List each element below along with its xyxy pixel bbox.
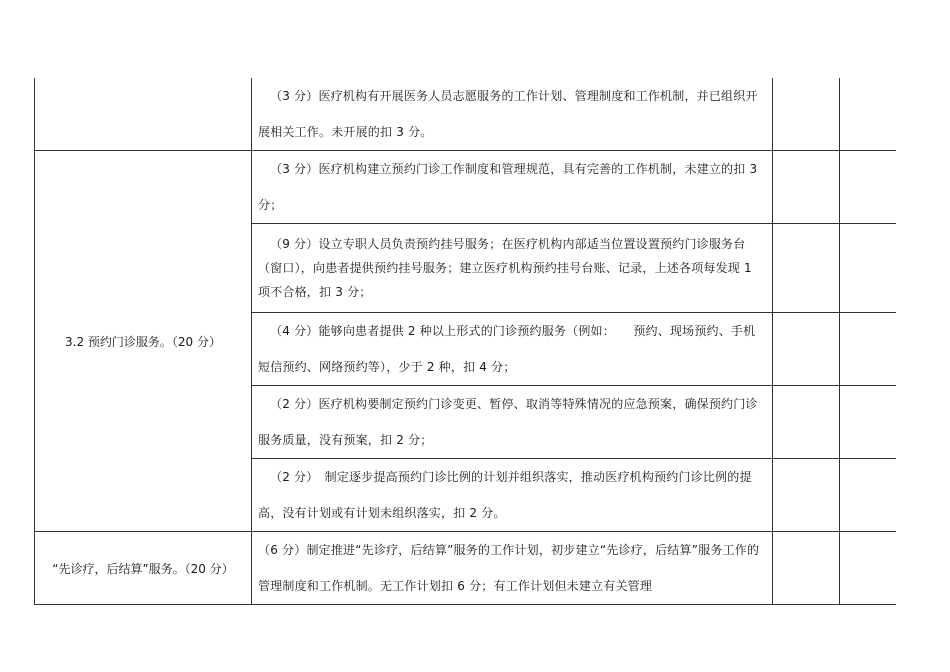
criteria-cell: [252, 78, 773, 151]
criteria-text: （2 分） 制定逐步提高预约门诊比例的计划并组织落实，推动医疗机构预约门诊比例的提高，没有计划或有计划未组织落实，扣 2 分。: [258, 470, 752, 520]
note-cell: [840, 78, 896, 151]
criteria-text: （3 分）医疗机构有开展医务人员志愿服务的工作计划、管理制度和工作机制，并已组织开展相关工作。未开展的扣 3 分。: [258, 89, 758, 139]
table-row: [35, 151, 896, 224]
item-cell: [35, 78, 252, 151]
criteria-cell: [252, 459, 773, 532]
score-cell: [773, 78, 840, 151]
criteria-text: （4 分）能够向患者提供 2 种以上形式的门诊预约服务（例如： 预约、现场预约、手机短信预约、网络预约等），少于 2 种，扣 4 分；: [258, 324, 756, 374]
criteria-text: （9 分）设立专职人员负责预约挂号服务；在医疗机构内部适当位置设置预约门诊服务台（窗口），向患者提供预约挂号服务；建立医疗机构预约挂号台账、记录，上述各项每发现 1 项不合格，扣 3 分；: [258, 237, 752, 299]
scoring-table: [34, 78, 896, 605]
note-cell: [840, 459, 896, 532]
note-cell: [840, 151, 896, 224]
note-cell: [840, 313, 896, 386]
score-cell: [773, 386, 840, 459]
criteria-cell: [252, 224, 773, 313]
table-row: [35, 78, 896, 151]
score-cell: [773, 224, 840, 313]
criteria-text: （2 分）医疗机构要制定预约门诊变更、暂停、取消等特殊情况的应急预案，确保预约门诊服务质量，没有预案，扣 2 分；: [258, 397, 758, 447]
item-cell: 3.2 预约门诊服务。（20 分）: [35, 151, 252, 532]
criteria-cell: [252, 151, 773, 224]
criteria-cell: [252, 532, 773, 605]
note-cell: [840, 386, 896, 459]
criteria-text: （6 分）制定推进“先诊疗，后结算”服务的工作计划，初步建立“先诊疗，后结算”服务工作的管理制度和工作机制。无工作计划扣 6 分；有工作计划但未建立有关管理: [258, 543, 760, 593]
score-cell: [773, 313, 840, 386]
score-cell: [773, 151, 840, 224]
item-cell: “先诊疗，后结算”服务。（20 分）: [35, 532, 252, 605]
note-cell: [840, 532, 896, 605]
criteria-cell: [252, 313, 773, 386]
criteria-text: （3 分）医疗机构建立预约门诊工作制度和管理规范，具有完善的工作机制，未建立的扣 3 分；: [258, 162, 758, 212]
score-cell: [773, 459, 840, 532]
note-cell: [840, 224, 896, 313]
criteria-cell: [252, 386, 773, 459]
score-cell: [773, 532, 840, 605]
table-row: [35, 532, 896, 605]
